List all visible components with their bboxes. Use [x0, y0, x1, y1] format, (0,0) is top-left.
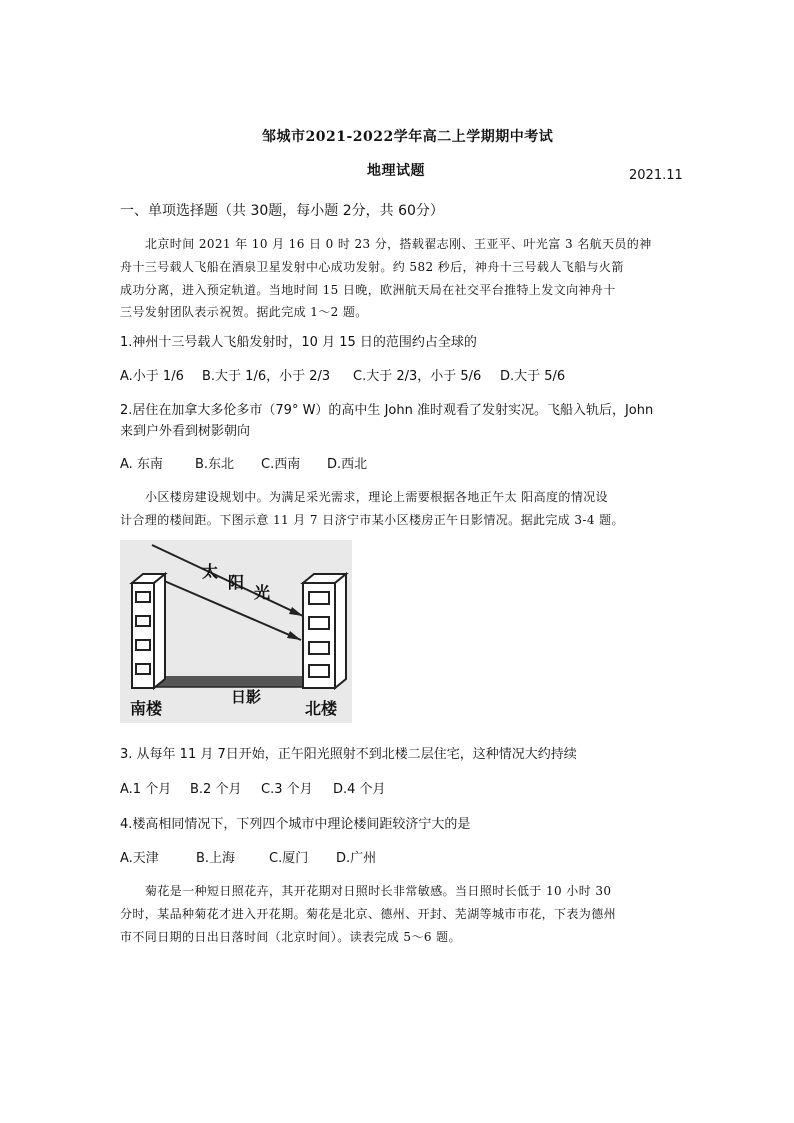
- option-d: D.广州: [336, 851, 377, 866]
- option-a: A.1 个月: [120, 782, 172, 797]
- passage-line: 分时，某品种菊花才进入开花期。菊花是北京、德州、开封、芜湖等城市市花，下表为德州: [120, 907, 617, 921]
- option-c: C.厦门: [269, 851, 309, 866]
- subject-title: 地理试题: [367, 163, 425, 179]
- option-d: D.大于 5/6: [500, 369, 566, 384]
- section-heading: 一、单项选择题（共 30题，每小题 2分，共 60分）: [120, 203, 444, 219]
- passage-line: 小区楼房建设规划中。为满足采光需求，理论上需要根据各地正午太 阳高度的情况设: [145, 490, 609, 504]
- option-d: D.4 个月: [333, 782, 386, 797]
- shadow-label: 日影: [231, 688, 262, 706]
- question-4-stem: 4.楼高相同情况下，下列四个城市中理论楼间距较济宁大的是: [120, 817, 471, 832]
- option-a: A. 东南: [120, 457, 163, 472]
- south-building-label: 南楼: [130, 699, 163, 718]
- question-3-options: [0, 778, 794, 796]
- ground-shadow: [153, 676, 312, 687]
- option-c: C.大于 2/3，小于 5/6: [353, 369, 482, 384]
- question-1-stem: 1.神州十三号载人飞船发射时，10 月 15 日的范围约占全球的: [120, 335, 477, 350]
- arrow-head-icon: [287, 631, 301, 640]
- option-b: B.大于 1/6，小于 2/3: [202, 369, 331, 384]
- exam-title: 邹城市2021-2022学年高二上学期期中考试: [262, 129, 554, 145]
- passage-line: 计合理的楼间距。下图示意 11 月 7 日济宁市某小区楼房正午日影情况。据此完成 3-4 题。: [120, 513, 624, 527]
- passage-line: 成功分离，进入预定轨道。当地时间 15 日晚，欧洲航天局在社交平台推特上发文向神舟十: [120, 283, 616, 297]
- option-c: C.3 个月: [261, 782, 313, 797]
- question-1-options: [0, 365, 794, 383]
- north-building-label: 北楼: [305, 699, 338, 718]
- option-b: B.上海: [196, 851, 236, 866]
- exam-date: 2021.11: [629, 168, 683, 183]
- south-building: [132, 574, 165, 688]
- option-a: A.天津: [120, 851, 159, 866]
- question-2-options: [0, 453, 794, 471]
- sun-char: 光: [254, 583, 271, 602]
- arrow-head-icon: [289, 607, 303, 616]
- figure-svg: [120, 540, 352, 723]
- building-shadow-figure: [120, 540, 352, 723]
- option-d: D.西北: [327, 457, 368, 472]
- north-building: [303, 574, 346, 688]
- question-2-stem-cont: 来到户外看到树影朝向: [120, 424, 251, 439]
- option-c: C.西南: [261, 457, 301, 472]
- option-a: A.小于 1/6: [120, 369, 184, 384]
- sun-char: 太: [202, 562, 219, 581]
- question-3-stem: 3. 从每年 11 月 7日开始，正午阳光照射不到北楼二层住宅，这种情况大约持续: [120, 747, 577, 762]
- passage-line: 三号发射团队表示祝贺。据此完成 1～2 题。: [120, 305, 368, 319]
- question-2-stem: 2.居住在加拿大多伦多市（79° W）的高中生 John 准时观看了发射实况。飞船入轨后，John: [120, 403, 654, 418]
- passage-line: 市不同日期的日出日落时间（北京时间）。读表完成 5～6 题。: [120, 930, 461, 944]
- passage-line: 北京时间 2021 年 10 月 16 日 0 时 23 分，搭载翟志刚、王亚平、叶光富 3 名航天员的神: [145, 237, 652, 251]
- question-4-options: [0, 847, 794, 865]
- sun-char: 阳: [228, 573, 245, 592]
- passage-line: 菊花是一种短日照花卉，其开花期对日照时长非常敏感。当日照时长低于 10 小时 30: [145, 884, 612, 898]
- passage-line: 舟十三号载人飞船在酒泉卫星发射中心成功发射。约 582 秒后，神舟十三号载人飞船与火箭: [120, 260, 624, 274]
- option-b: B.东北: [195, 457, 235, 472]
- option-b: B.2 个月: [190, 782, 242, 797]
